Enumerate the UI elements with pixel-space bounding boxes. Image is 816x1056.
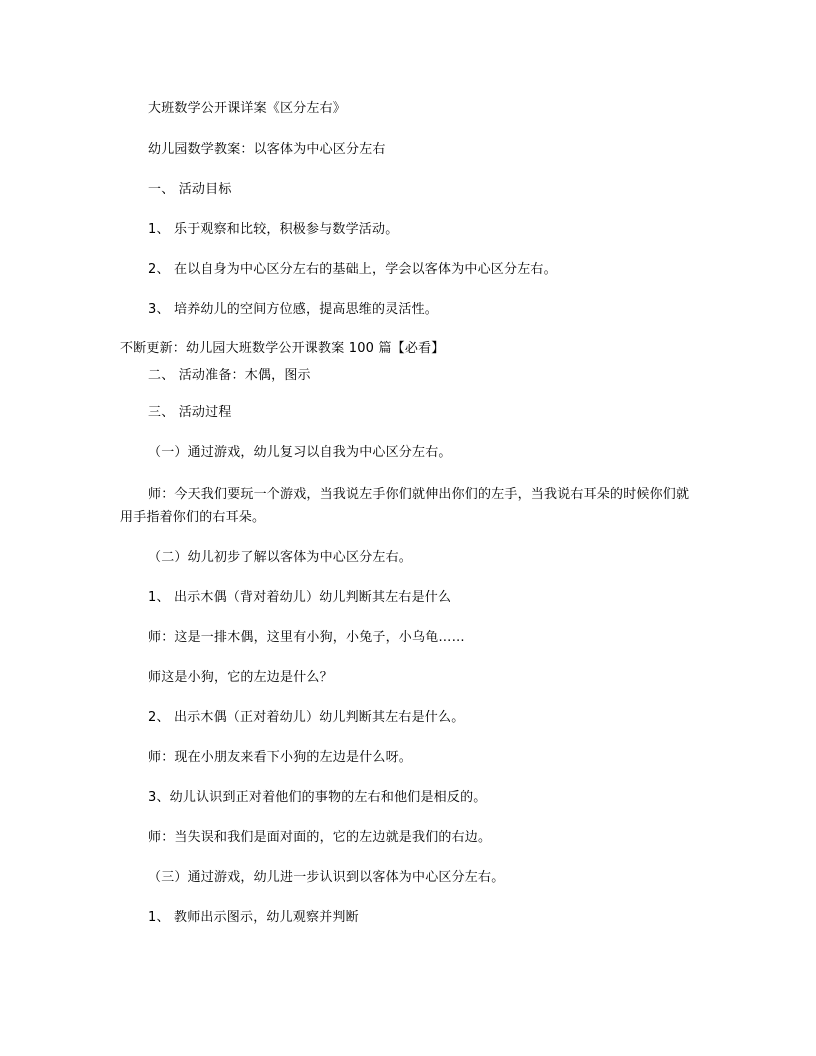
section-heading-process: 三、 活动过程 [148, 405, 232, 420]
goal-item: 2、 在以自身为中心区分左右的基础上，学会以客体为中心区分左右。 [148, 262, 557, 277]
step-item: 2、 出示木偶（正对着幼儿）幼儿判断其左右是什么。 [148, 710, 465, 725]
step-item: 1、 教师出示图示，幼儿观察并判断 [148, 910, 359, 925]
step-heading: （一）通过游戏，幼儿复习以自我为中心区分左右。 [148, 445, 452, 460]
teacher-dialogue: 师：当失误和我们是面对面的，它的左边就是我们的右边。 [148, 830, 492, 845]
teacher-dialogue: 师：今天我们要玩一个游戏，当我说左手你们就伸出你们的左手，当我说右耳朵的时候你们就用手指着你们的右耳朵。 [120, 487, 690, 525]
step-heading: （三）通过游戏，幼儿进一步认识到以客体为中心区分左右。 [148, 870, 505, 885]
section-heading-goals: 一、 活动目标 [148, 182, 232, 197]
step-heading: （二）幼儿初步了解以客体为中心区分左右。 [148, 550, 413, 565]
step-item: 1、 出示木偶（背对着幼儿）幼儿判断其左右是什么 [148, 590, 452, 605]
section-heading-preparation: 二、 活动准备：木偶，图示 [148, 368, 311, 383]
goal-item: 3、 培养幼儿的空间方位感，提高思维的灵活性。 [148, 302, 439, 317]
step-item: 3、幼儿认识到正对着他们的事物的左右和他们是相反的。 [148, 790, 487, 805]
teacher-dialogue: 师这是小狗，它的左边是什么？ [148, 670, 333, 685]
goal-item: 1、 乐于观察和比较，积极参与数学活动。 [148, 222, 399, 237]
teacher-dialogue: 师：这是一排木偶，这里有小狗，小兔子，小乌龟…… [148, 630, 465, 645]
update-banner: 不断更新：幼儿园大班数学公开课教案 100 篇【必看】 [120, 341, 445, 356]
document-subtitle: 幼儿园数学教案：以客体为中心区分左右 [148, 142, 386, 157]
document-title: 大班数学公开课详案《区分左右》 [148, 101, 347, 116]
teacher-dialogue: 师：现在小朋友来看下小狗的左边是什么呀。 [148, 750, 413, 765]
